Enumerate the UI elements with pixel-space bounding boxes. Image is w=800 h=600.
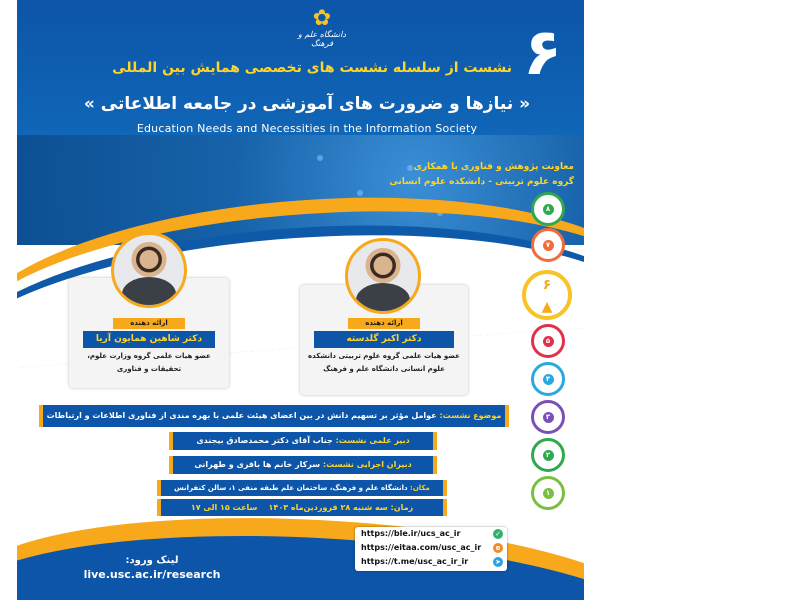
speaker-photo-right <box>345 238 421 314</box>
speaker-photo-left <box>111 232 187 308</box>
cooperation-line-1: معاونت پژوهش و فناوری با همکاری <box>413 162 574 172</box>
executive-secretaries-bar <box>169 456 437 474</box>
main-title: « نیازها و ضرورت های آموزشی در جامعه اطلاعاتی » <box>83 94 531 114</box>
timeline-node-4 <box>531 362 565 396</box>
social-links-box <box>355 527 507 571</box>
location-bar <box>157 480 447 496</box>
arrow-up-icon: ▲ <box>541 299 553 315</box>
tech-dot <box>357 190 363 196</box>
timeline-active-label: ۶ <box>542 277 552 293</box>
link-telegram-url[interactable]: https://t.me/usc_ac_ir_ir <box>361 557 469 566</box>
timeline-node-label: ۳ <box>543 412 554 423</box>
university-logo <box>292 8 352 52</box>
speaker-role-left: ارائه دهنده <box>113 318 185 329</box>
executive-secretaries-label: دبیران اجرایی نشست: <box>322 460 412 469</box>
timeline-node-label: ۴ <box>543 374 554 385</box>
time-label: زمان: <box>390 503 414 512</box>
time-bar <box>157 499 447 516</box>
session-timeline <box>522 192 582 512</box>
timeline-node-3 <box>531 400 565 434</box>
logo-mark-icon: ✿ <box>312 6 332 31</box>
speaker-affiliation-left: عضو هیات علمی گروه وزارت علوم، تحقیقات و فناوری <box>87 352 211 373</box>
timeline-node-7 <box>531 228 565 262</box>
scientific-secretary-value: جناب آقای دکتر محمدصادق بیجندی <box>196 436 333 445</box>
scientific-secretary-label: دبیر علمی نشست: <box>335 436 410 445</box>
timeline-node-label: ۲ <box>543 450 554 461</box>
timeline-node-active <box>522 270 572 320</box>
entry-link[interactable]: live.usc.ac.ir/research <box>83 568 221 581</box>
location-value: دانشگاه علم و فرهنگ، ساختمان علم طبقه منفی ۱، سالن کنفرانس <box>174 484 408 492</box>
link-bale[interactable] <box>355 527 507 541</box>
eitaa-icon: e <box>493 543 503 553</box>
english-title: Education Needs and Necessities in the Information Society <box>136 122 478 135</box>
speaker-affiliation-right: عضو هیات علمی گروه علوم تربیتی دانشکده علوم انسانی دانشگاه علم و فرهنگ <box>308 352 460 373</box>
session-number: ۶ <box>523 16 563 90</box>
timeline-node-label: ۷ <box>543 240 554 251</box>
executive-secretaries-value: سرکار خانم ها باقری و طهرانی <box>194 460 321 469</box>
timeline-node-label: ۱ <box>543 488 554 499</box>
topic-value: عوامل مؤثر بر تسهیم دانش در بین اعضای هیئت علمی با بهره مندی از فناوری اطلاعات و ارتباطات <box>46 411 437 420</box>
logo-text: دانشگاه علم و فرهنگ <box>298 30 346 48</box>
link-telegram[interactable] <box>355 555 507 569</box>
hour-value: ساعت ۱۵ الی ۱۷ <box>190 503 258 512</box>
speaker-name-right: دکتر اکبر گلدسته <box>314 331 454 348</box>
event-poster <box>17 0 584 600</box>
speaker-name-left: دکتر شاهین همایون آریا <box>83 331 215 348</box>
topic-label: موضوع نشست: <box>439 411 502 420</box>
link-eitaa[interactable] <box>355 541 507 555</box>
link-eitaa-url[interactable]: https://eitaa.com/usc_ac_ir <box>361 543 482 552</box>
entry-label: لینک ورود: <box>125 555 179 566</box>
telegram-icon: ➤ <box>493 557 503 567</box>
series-title: نشست از سلسله نشست های تخصصی همایش بین المللی <box>112 60 512 76</box>
timeline-node-label: ۵ <box>543 336 554 347</box>
cooperation-line-2: گروه علوم تربیتی - دانشکده علوم انسانی <box>389 177 574 187</box>
topic-bar <box>39 405 509 427</box>
timeline-node-1 <box>531 476 565 510</box>
location-label: مکان: <box>410 484 430 492</box>
cooperation-text <box>214 160 574 190</box>
timeline-node-5 <box>531 324 565 358</box>
timeline-node-label: ۸ <box>543 204 554 215</box>
time-value: سه شنبه ۲۸ فروردین‌ماه ۱۴۰۳ <box>268 503 388 512</box>
timeline-node-2 <box>531 438 565 472</box>
link-bale-url[interactable]: https://ble.ir/ucs_ac_ir <box>361 529 461 538</box>
speaker-role-right: ارائه دهنده <box>348 318 420 329</box>
timeline-node-8 <box>531 192 565 226</box>
bale-icon: ✓ <box>493 529 503 539</box>
scientific-secretary-bar <box>169 432 437 450</box>
